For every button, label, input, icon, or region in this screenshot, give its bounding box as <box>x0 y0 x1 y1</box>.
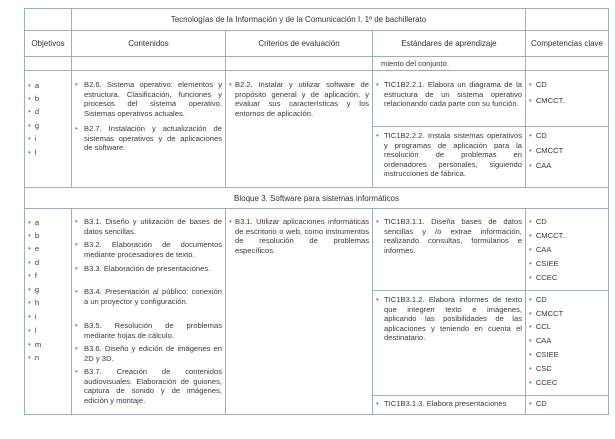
bullet-marker: • <box>229 80 232 89</box>
rule-col4 <box>525 8 526 188</box>
competencia-item: • CD <box>529 217 547 226</box>
objetivo-item: • g <box>28 285 40 294</box>
competencia-item: • CCL <box>529 322 552 331</box>
objetivo-item: • g <box>28 121 40 130</box>
bullet-marker: • <box>75 240 78 249</box>
objetivo-item: • a <box>28 81 40 90</box>
contenido-item: B2.7. Instalación y actualización de sistemas operativos y de aplicaciones de software. <box>84 124 222 153</box>
bullet-marker: • <box>376 80 379 89</box>
competencia-item: • CD <box>529 80 547 89</box>
bullet-marker: • <box>75 217 78 226</box>
rule-block2-bottom <box>24 187 609 188</box>
rule-block3-title-bottom <box>24 208 609 209</box>
competencia-item: • CD <box>529 295 547 304</box>
rule-std-b2-divider <box>372 126 609 127</box>
competencia-item: • CMCCT. <box>529 96 565 105</box>
rule-top <box>24 8 609 9</box>
competencia-item: • CD <box>529 399 547 408</box>
objetivo-item: • i <box>28 134 37 143</box>
bullet-marker: • <box>75 264 78 273</box>
bullet-marker: • <box>75 287 78 296</box>
competencia-item: • CSIEE <box>529 350 559 359</box>
objetivo-item: • e <box>28 244 40 253</box>
objetivo-item: • l <box>28 148 37 157</box>
rule-left <box>24 8 25 415</box>
contenido-item: B3.2. Elaboración de documentos mediante procesadores de texto. <box>84 240 222 259</box>
contenido-item: B3.3. Elaboración de presentaciones. <box>84 264 211 273</box>
objetivo-item: • n <box>28 353 40 362</box>
bullet-marker: • <box>229 217 232 226</box>
rule-colheader-bottom <box>24 56 609 57</box>
rule-right <box>608 8 609 415</box>
objetivo-item: • i <box>28 312 37 321</box>
b3-criterio: B3.1. Utilizar aplicaciones informáticas de escritorio o web, como instrumentos de resolución de problemas específicos. <box>235 217 369 255</box>
objetivo-item: • a <box>28 218 40 227</box>
rule-std-b3-divider-2 <box>372 395 609 396</box>
bullet-marker: • <box>75 344 78 353</box>
competencia-item: • CCEC <box>529 378 558 387</box>
header-estandares: Estándares de aprendizaje <box>401 39 497 48</box>
b2-criterio: B2.2. Instalar y utilizar software de propósito general y de aplicación, y evaluar sus características y los entornos de aplicación. <box>235 80 369 118</box>
contenido-item: B3.5. Resolución de problemas mediante hojas de cálculo. <box>84 321 222 340</box>
objetivo-item: • d <box>28 258 40 267</box>
rule-std-b3-divider-1 <box>372 290 609 291</box>
rule-col3 <box>372 30 373 188</box>
header-criterios: Criterios de evaluación <box>258 39 340 48</box>
rule-col4 <box>525 208 526 415</box>
objetivo-item: • h <box>28 298 40 307</box>
bullet-marker: • <box>376 131 379 140</box>
header-contenidos: Contenidos <box>128 39 169 48</box>
objetivo-item: • f <box>28 271 37 280</box>
rule-header-bottom <box>24 30 609 31</box>
header-objetivos: Objetivos <box>31 39 65 48</box>
objetivo-item: • l <box>28 326 37 335</box>
contenido-item: B3.4. Presentación al público: conexión a un proyector y configuración. <box>84 287 222 306</box>
competencia-item: • CAA <box>529 245 552 254</box>
bullet-marker: • <box>376 399 379 408</box>
competencia-item: • CD <box>529 131 547 140</box>
rule-col1 <box>71 208 72 415</box>
table-title: Tecnologías de la Información y de la Comunicación I. 1º de bachillerato <box>170 15 427 24</box>
rule-col1 <box>71 30 72 188</box>
bullet-marker: • <box>376 295 379 304</box>
competencia-item: • CSC <box>529 364 552 373</box>
competencia-item: • CAA <box>529 336 552 345</box>
rule-col3 <box>372 208 373 415</box>
bullet-marker: • <box>75 367 78 376</box>
objetivo-item: • b <box>28 231 40 240</box>
bullet-marker: • <box>75 321 78 330</box>
rule-bottom <box>24 414 609 415</box>
competencia-item: • CSIEE <box>529 259 559 268</box>
b3-estandar-3: TIC1B3.1.3. Elabora presentaciones <box>384 399 507 408</box>
contenido-item: B3.6. Diseño y edición de imágenes en 2D y 3D. <box>84 344 222 363</box>
competencia-item: • CMCCT. <box>529 231 565 240</box>
block3-title: Bloque 3. Software para sistemas informáticos <box>234 194 399 203</box>
rule-col2 <box>225 30 226 188</box>
contenido-item: B3.1. Diseño y utilización de bases de datos sencillas. <box>84 217 222 236</box>
bullet-marker: • <box>376 217 379 226</box>
competencia-item: • CAA <box>529 161 552 170</box>
competencia-item: • CMCCT <box>529 309 564 318</box>
contenido-item: B3.7. Creación de contenidos audiovisuales. Elaboración de guiones, captura de sonido y de imágenes, edición y montaje. <box>84 367 222 405</box>
b2-estandar-2: TIC1B2.2.2. Instala sistemas operativos y programas de aplicación para la resolución de problemas en ordenadores personales, siguiendo instrucciones de fábrica. <box>384 131 522 179</box>
b3-estandar-2: TIC1B3.1.2. Elabora informes de texto que integren texto e imágenes, aplicando las posibilidades de las aplicaciones y teniendo en cuenta el destinatario. <box>384 295 522 343</box>
b2-estandar-1: TIC1B2.2.1. Elabora un diagrama de la estructura de un sistema operativo relacionando cada parte con su función. <box>384 80 522 109</box>
contenido-item: B2.6. Sistema operativo: elementos y estructura. Clasificación, funciones y procesos del sistema operativo. Sistemas operativos actuales. <box>84 80 222 118</box>
bullet-marker: • <box>75 80 78 89</box>
b3-estandar-1: TIC1B3.1.1. Diseña bases de datos sencillas y /o extrae información, realizando consultas, formularios e informes. <box>384 217 522 255</box>
competencia-item: • CCEC <box>529 273 558 282</box>
carry-over-text: miento del conjunto. <box>381 59 449 68</box>
objetivo-item: • d <box>28 107 40 116</box>
competencia-item: • CMCCT <box>529 146 564 155</box>
objetivo-item: • b <box>28 94 40 103</box>
objetivo-item: • m <box>28 340 42 349</box>
rule-col2 <box>225 208 226 415</box>
bullet-marker: • <box>75 124 78 133</box>
header-competencias: Competencias clave <box>530 39 604 48</box>
rule-carry-bottom <box>24 70 609 71</box>
